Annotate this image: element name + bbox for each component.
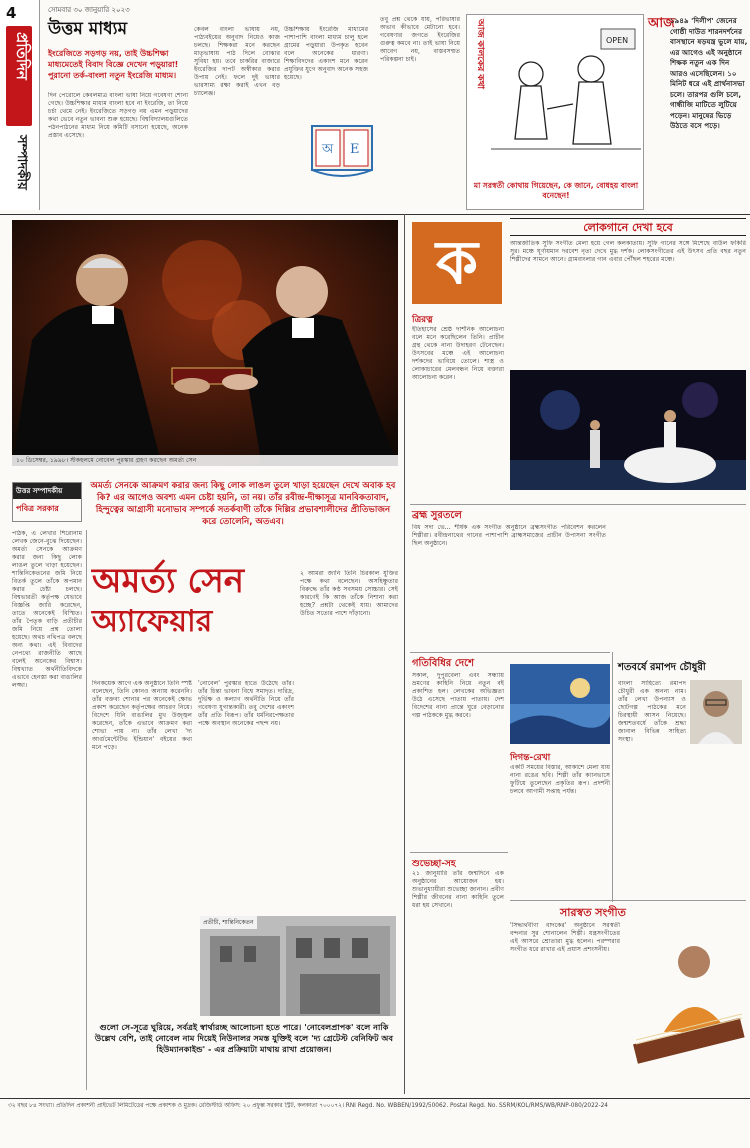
pull-quote: অমর্ত্য সেনকে আক্রমণ করার জন্য কিছু লোক লাঙল তুলে খাড়া হয়েছেন দেখে অবাক হব কি? এর আগেও অবশ্য এমন চেষ্টা হয়নি, তা নয়। তাঁর রবীন্দ্র-দীক্ষাসূত্র মানবিকতাবাদ, হিন্দুত্বের আগ্রাসী মনোভাব সম্পর্কে সতর্কবাণী তাঁকে দিল্লির প্রভাবশালীদের প্রীতিভাজন করে তোলেনি, অতএব। [90,481,396,527]
side-brand: সম্পাদকীয় [14,135,29,190]
article-title: উত্তম মাধ্যম [48,19,128,39]
masthead-logo [6,26,32,126]
gati-body: সকাল, দুপুরবেলা এবং সন্ধ্যায় ভ্রমণের কাহিনি নিয়ে নতুন বই প্রকাশিত হল। লেখকের অভিজ্ঞতা উঠে এসেছে পাতায় পাতায়। দেশ বিদেশের নানা প্রান্তে ঘুরে বেড়ানোর গল্প পাঠককে মুগ্ধ করবে। [412,672,504,719]
svg-text:অ: অ [322,142,334,157]
aaj-text: ১৯৪৯ 'দিলীপ' জেনের গোষ্ঠী দাউত শারনদর্শনের বাসস্থানে ষড়যন্ত্র ভুলে যায়, এর আগেও এই অনুষ্ঠানে শিক্ষক নতুন এক দিন আরও এসেছিলেন। ১০ মিনিট ধরে এই প্রার্থনাসভা চলে। তারপর গুলি চলে, গান্ধীজি মাটিতে লুটিয়ে পড়েন। মানুষের ভিড়ে উঠতে বসে পড়ে। [670,16,748,130]
sufi-dance-photo [510,370,746,490]
editorial-col-3: 'নোবেল' পুরস্কার হাতে উঠেছে তাঁর। তাঁর চিন্তা ভাবনা বিশ্বে সমাদৃত। দারিদ্র, দুর্ভিক্ষ ও কল্যাণ অর্থনীতি নিয়ে তাঁর গবেষণা যুগান্তকারী। তবু দেশের একাংশ তাঁর প্রতি বিরূপ। তাঁর ধর্মনিরপেক্ষতার পক্ষে অবস্থান অনেকের পছন্দ নয়। [198,680,294,727]
editorial-col-1: পাঠক, এ লেখার শিরোনাম লেখক জেনে-বুঝে দিয়েছেন। অমর্ত্য সেনকে আক্রমণ করার জন্য কিছু লোক লাঙল তুলে খাড়া হয়েছেন। শান্তিনিকেতনের জমি নিয়ে বিতর্ক তুলে তাঁকে অপমান করার চেষ্টা চলছে। বিশ্বভারতী কর্তৃপক্ষ যেভাবে বিজ্ঞপ্তি জারি করেছেন, তাতে অনেকেই বিস্মিত। তাঁর পৈতৃক বাড়ি প্রতীচীর জমি নিয়ে প্রশ্ন তোলা হয়েছে। অথচ নথিপত্র বলছে অন্য কথা। এই বিবাদের নেপথ্যে রাজনীতি আছে বলেই অনেকের বিশ্বাস। বিশ্বখ্যাত অর্থনীতিবিদকে এভাবে হেনস্তা করা বাঙালির লজ্জা। [12,530,82,689]
right-col-extra [612,508,746,608]
headline-line2: অ্যাফেয়ার [92,604,213,639]
right-section-label: ত্রিরত্ন [412,315,433,325]
saraswat-photo [624,922,746,1088]
editorial-col-2: দিনকয়েক আগে এক অনুষ্ঠানে তিনি স্পষ্ট বলেছেন, তিনি কোনও অন্যায় করেননি। তাঁর বক্তব্য শোনার পর অনেকেই ক্ষোভ প্রকাশ করেছেন কর্তৃপক্ষের আচরণ নিয়ে। বিদেশে যিনি বাঙালির মুখ উজ্জ্বল করেছেন, তাঁকে এভাবে আক্রমণ করা শোভা পায় না। তাঁর লেখা 'দ্য আর্গুমেন্টেটিভ ইন্ডিয়ান' বইয়ের কথা মনে পড়ে। [92,680,192,751]
obit-portrait [690,680,742,744]
nobel-photo [12,220,398,466]
gati-title: গতিবিধির দেশে [412,658,475,669]
saraswat-title: সারস্বত সংগীত [560,906,626,919]
svg-text:E: E [350,142,360,157]
logo-text: প্রতিদিন [13,32,31,80]
main-photo [12,220,398,466]
date-line: সোমবার ৩০ জানুয়ারি ২০২৩ [48,6,130,14]
bottom-quote: গুলো সে-সূত্রে ঘুরিয়ে, সর্বত্রই স্বার্থারচ্ছ আলোচনা হতে পারে। 'নোবেলপ্রাপক' বলে নাকি উল্লেখ বেশি, তাই নোবেল নাম দিয়েই নিউনালর সমস্ত যুক্তিই বলে 'দ্য গ্রেটেস্ট বেনিফিট অব হিউম্যানকাইন্ড' - এর প্রক্রিয়াটা মাথায় রাখা প্রয়োজন। [94,1022,394,1054]
ka-logo [412,222,502,304]
saraswat-body: 'সিদ্ধার্থবীণা বাদকের' অনুষ্ঠানে সরস্বতী বন্দনার সুর শোনালেন শিল্পী। যন্ত্রসংগীতের এই আসরে শ্রোতারা মুগ্ধ হলেন। পরম্পরার সংগীত ধরে রাখার এই প্রয়াস প্রশংসনীয়। [510,922,620,953]
editorial-author: পবিত্র সরকার [16,504,59,513]
ka-logo-letter: ক [436,228,478,298]
cartoon-column: আজ কালকের কথা [475,19,485,90]
bw-photo [200,916,396,1016]
musician-photo [624,922,746,1088]
page-number: 4 [6,4,17,22]
landscape-painting [510,664,610,744]
aaj-label: আজ [648,16,675,31]
headline-block [92,560,292,670]
headline-line1: অমর্ত্য সেন [92,561,245,601]
editorial-box [12,482,82,522]
editorial-label: উত্তর সম্পাদকীয় [13,483,81,499]
obit-title: শতবর্ষে রমাপদ চৌধুরী [618,662,706,673]
cartoon-drawing [491,19,641,179]
ae-logo [306,120,378,190]
book-icon [306,120,378,190]
article-body-3: উচ্চশিক্ষায় ইংরেজি মাধ্যমের পাশাপাশি বাংলা মাধ্যম চালু হলে গ্রামের পড়ুয়ারা উপকৃত হবেন বলে অনেকের ধারণা। শিক্ষাবিদদের একাংশ মনে করেন প্রযুক্তির যুগে অনুবাদ অনেক সহজ হয়েছে। [284,26,368,81]
svg-text:OPEN: OPEN [606,36,629,45]
folk-body: আন্তর্জাতিক সুফি সংগীত মেলা হয়ে গেল কলকাতায়। সুফি গানের সঙ্গে মিশেছে বাউল ফকিরি সুর। মঞ্চে ঘূর্ণায়মান দরবেশ নৃত্য দেখে মুগ্ধ দর্শক। লোকসংগীতের এই উৎসব প্রতি বছর নতুন শিল্পীদের সামনে আনে। গ্রামবাংলার গান এবার পৌঁছল শহরের মঞ্চে। [510,240,746,263]
bw-photo-caption: প্রতীচী, শান্তিনিকেতন [200,916,257,929]
stage-photo [510,370,746,490]
digant-title: দিগন্ত-রেখা [510,753,551,763]
painting-photo [510,664,610,744]
article-body-2: কেবল বাংলা ভাষায় নয়, পাঠ্যবইয়ের অনুবাদ নিয়েও কাজ চলছে। শিক্ষকরা মনে করছেন মাতৃভাষায় পাঠ দিলে বোঝার সুবিধা হয়। তবে চাকরির বাজারে ইংরেজির দাপট অস্বীকার করার উপায় নেই। ফলে দুই ভাষার ভারসাম্য রক্ষা করাই এখন বড় চ্যালেঞ্জ। [194,26,280,97]
cartoon-box [466,14,644,210]
right-top-body: ইতিহাসের শ্রেষ্ঠ দার্শনিক আলোচনা বলে মনে করেছিলেন তিনি। প্রাচীন গ্রন্থ থেকে নানা উদাহরণ টেনেছেন। উৎসবের মঞ্চে এই আলোচনা দর্শকদের ভাবিয়ে তোলে। শাস্ত্র ও লোকাচারের মেলবন্ধন নিয়ে বক্তারা আলোচনা করেন। [412,326,504,381]
building-photo [200,916,396,1016]
folk-title: লোকগানে দেখা হবে [583,221,673,234]
aaj-column [648,14,748,210]
article-body-1: দিন পেরোলে কেবলমাত্র বাংলা ভাষা নিয়ে গবেষণা শোনা গেছে। উচ্চশিক্ষার মাধ্যম বাংলা হবে না ইংরেজি, তা নিয়ে চর্চা থেমে নেই। ইংরেজিতে সড়গড় নয় এমন পড়ুয়াদের কথা ভেবে নতুন ভাবনা শুরু হয়েছে। বিশ্ববিদ্যালয়গুলিতে পঠনপাঠনের মাধ্যম নিয়ে কমিটি বসানো হয়েছে, অনেক প্রস্তাব এসেছে। [48,92,188,139]
article-body-4: তবু প্রশ্ন থেকে যায়, পরিভাষার অভাব কীভাবে মেটানো হবে। গবেষণার জগতে ইংরেজির গুরুত্ব কমবে না। তাই ভাষা নিয়ে আবেগ নয়, বাস্তবসম্মত পরিকল্পনা চাই। [380,16,460,63]
main-photo-caption: ১০ ডিসেম্বর, ১৯৯৮। স্টকহলমে নোবেল পুরস্কার গ্রহণ করছেন অমর্ত্য সেন [12,455,398,466]
brahma-title: ব্রহ্ম সুরতলে [412,510,462,521]
folk-title-box [510,218,746,236]
portrait-photo [690,680,742,744]
editorial-col-4: ২ আমরা জানি তিনি চিরকাল যুক্তির পক্ষে কথা বলেছেন। অসহিষ্ণুতার বিরুদ্ধে তাঁর কণ্ঠ সবসময় সোচ্চার। সেই কারণেই কি আজ তাঁকে নিশানা করা হচ্ছে? প্রশ্নটা থেকেই যায়। আমাদের উচিত সত্যের পাশে দাঁড়ানো। [300,570,398,617]
masthead [0,0,40,210]
shubhecha-title: শুভেচ্ছা-সহ [412,859,456,869]
obit-body: বাংলা সাহিত্যে রমাপদ চৌধুরী এক অনন্য নাম। তাঁর লেখা উপন্যাস ও ছোটগল্প পাঠকের মনে চিরস্থায়ী আসন নিয়েছে। জন্মশতবর্ষে তাঁকে শ্রদ্ধা জানাল বিভিন্ন সাহিত্য সংস্থা। [618,680,686,743]
digant-body: একটি সময়ের বিস্তার, আকাশে মেলা যায় নানা রঙের ছবি। শিল্পী তাঁর ক্যানভাসে ফুটিয়ে তুলেছেন প্রকৃতির রূপ। প্রদর্শনী চলবে আগামী সপ্তাহ পর্যন্ত। [510,764,610,795]
shubhecha-body: ২১ জানুয়ারি তাঁর জন্মদিনে এক অনুষ্ঠানের আয়োজন হয়। শুভানুধ্যায়ীরা শুভেচ্ছা জানান। প্রবীণ শিল্পীর জীবনের নানা কাহিনি তুলে ধরা হয় সেখানে। [412,870,504,909]
article-deck: ইংরেজিতে সড়গড় নয়, তাই উচ্চশিক্ষা মাধ্যমেতেই বিবাদ বিজ্ঞে দেখেন পড়ুয়ারা! পুরানো তর্ক-বাংলা নতুন ইংরেজি মাধ্যম। [48,49,179,80]
cartoon-caption: মা সরস্বতী কোথায় গিয়েছেন, কে জানে, বোধহয় বাংলা বনেছেন! [473,181,639,200]
footer: ৩২ বছর ৮৪ সংখ্যা। প্রতিদিন প্রকাশনী প্রাইভেট লিমিটেডের পক্ষে প্রকাশক ও মুদ্রক। রেজিস্টার্ড অফিস: ২০ প্রফুল্ল সরকার স্ট্রিট, কলকাতা ৭০০০৭২। RNI Regd. No. WBBEN/1992/50062. Postal Regd. No. SSRM/KOL/RMS/WB/RNP-080/2022-24 [8,1103,608,1109]
brahma-body: বিধ সদা ভে... শীর্ষক এক সংগীত অনুষ্ঠানে ব্রহ্মসংগীত পরিবেশন করলেন শিল্পীরা। রবীন্দ্রনাথের গানের পাশাপাশি ব্রাহ্মসমাজের প্রাচীন উপাসনা সংগীত ছিল অনুষ্ঠানে। [412,524,606,547]
